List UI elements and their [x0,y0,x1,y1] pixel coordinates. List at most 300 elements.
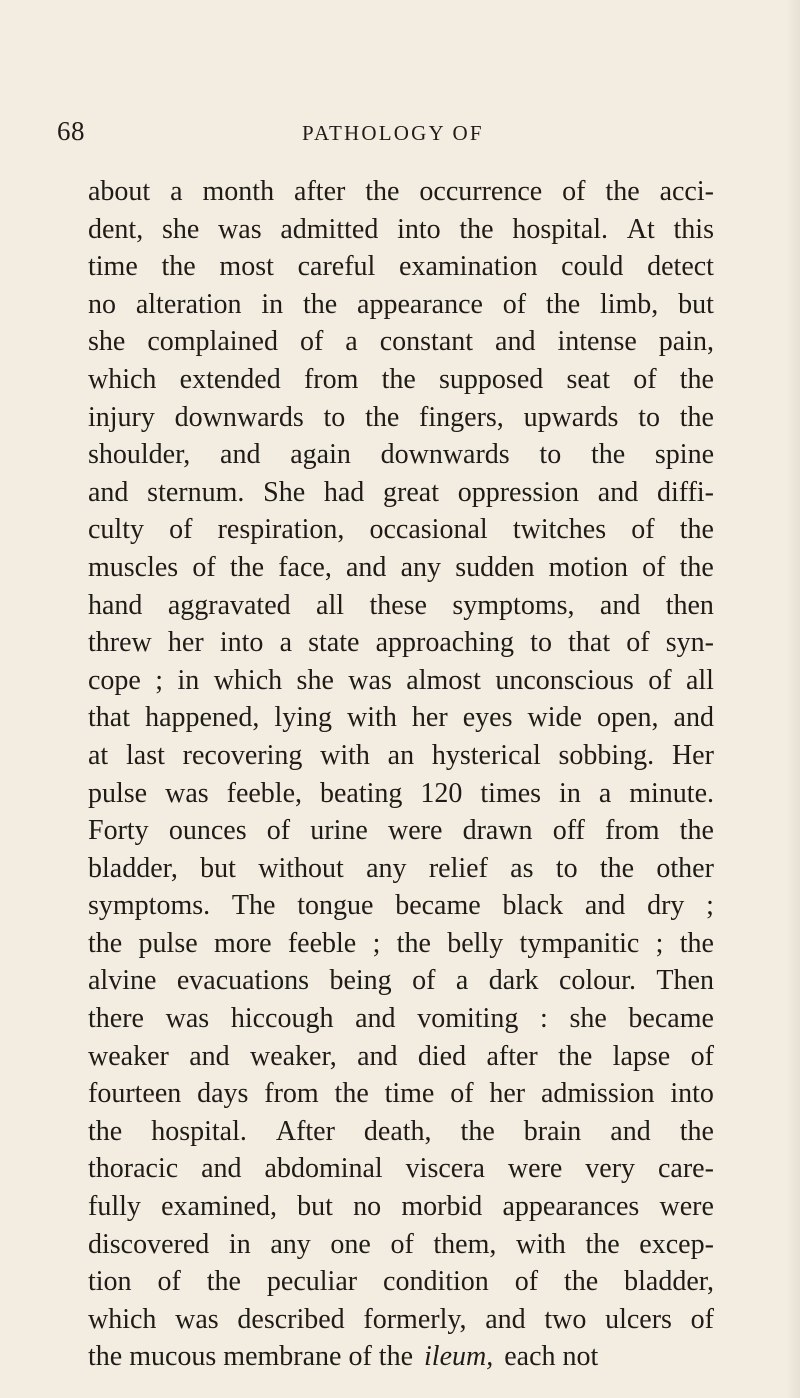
word: without [258,852,344,884]
word: cope [88,664,141,696]
word: recovering [182,739,303,771]
text-line [88,173,714,211]
word: any [366,852,407,884]
word: eyes [462,702,513,734]
text-line [88,1301,714,1339]
word: them, [433,1228,497,1260]
word: 120 [420,777,463,809]
word: a [170,176,183,207]
word: occurrence [419,176,543,207]
word: alvine [88,965,157,997]
word: and [495,326,536,358]
text-line [88,775,714,813]
word: in [559,777,581,809]
word: ; [706,890,714,922]
word: ounces [168,815,247,847]
word: a [455,965,469,997]
word: detect [647,251,714,283]
word: of [412,965,436,997]
word: the [590,439,626,471]
word: of [192,551,216,583]
word: discovered [88,1228,210,1260]
word: excep- [639,1228,714,1260]
word: all [685,664,714,696]
word: peculiar [266,1266,358,1298]
word: : [540,1003,548,1035]
word: admission [540,1078,655,1110]
word: supposed [439,363,544,395]
word: into [397,213,441,245]
word: more [213,927,272,959]
word: but [297,1191,333,1223]
word: tongue [297,890,374,922]
word: her [167,627,204,659]
text-line [88,361,714,399]
word: two [544,1303,587,1335]
word: lapse [612,1040,671,1072]
word: oppression [457,476,580,508]
word: time [384,1078,435,1110]
text-line [88,962,714,1000]
word: almost [406,664,481,696]
word: appearance [357,288,483,320]
word: times [480,777,542,809]
word: She [263,476,306,508]
word: were [507,1153,563,1185]
word: state [308,627,360,659]
word: the [564,1266,599,1298]
word: this [673,213,714,245]
word: of [502,288,527,320]
word: was [218,213,262,245]
word: a [345,326,358,358]
word: spine [654,439,714,471]
word: great [383,476,439,508]
word: and [485,1303,526,1335]
word: unconscious [495,664,634,696]
word: wide [527,702,582,734]
word: examined, [161,1191,277,1223]
word: downwards [380,439,510,471]
word: of [642,551,666,583]
word: and [584,890,626,922]
text-line [88,286,714,324]
word: ; [372,927,381,959]
last-line-after: each not [504,1341,599,1373]
last-line-before: the mucous membrane of the [88,1341,414,1373]
word: died [417,1040,467,1072]
word: no [88,288,116,320]
word: then [665,589,714,621]
word: the [381,363,416,395]
word: After [275,1115,335,1147]
word: to [638,401,660,433]
word: she [569,1003,607,1035]
text-line [88,1113,714,1151]
text-line [88,1038,714,1076]
word: of [626,627,650,659]
word: the [334,1078,369,1110]
word: approaching [375,627,515,659]
text-line [88,1075,714,1113]
word: these [369,589,427,621]
word: and [355,1003,396,1035]
word: the [679,927,714,959]
word: extended [179,363,281,395]
word: and [220,439,261,471]
word: and [88,476,129,508]
word: injury [88,401,155,433]
word: culty [88,514,144,546]
word: was [165,777,209,809]
word: weaker [88,1040,169,1072]
word: the [679,363,714,395]
word: could [561,251,624,283]
text-line [88,1150,714,1188]
word: which [213,664,283,696]
word: and [201,1153,242,1185]
word: of [157,1266,181,1298]
word: month [202,176,275,207]
word: the [460,1115,495,1147]
word: hospital. [151,1115,247,1147]
word: care- [658,1153,714,1185]
word: the [545,288,581,320]
word: an [387,739,415,771]
running-head: PATHOLOGY OF [302,121,484,145]
word: ; [655,927,664,959]
word: time [88,251,138,283]
word: with [320,739,370,771]
word: Her [671,739,714,771]
word: of [266,815,291,847]
word: belly [447,927,504,959]
word: Forty [88,815,149,847]
word: Then [656,965,714,997]
word: pain, [658,326,714,358]
word: hiccough [230,1003,334,1035]
word: sternum. [147,476,245,508]
word: admitted [280,213,379,245]
word: and [597,476,639,508]
word: downwards [174,401,304,433]
word: into [219,627,264,659]
word: abdominal [264,1153,383,1185]
word: viscera [405,1153,485,1185]
word: symptoms. [88,890,211,922]
word: which [88,1303,157,1335]
word: muscles [88,551,179,583]
word: was [175,1303,219,1335]
word: relief [428,852,488,884]
word: alteration [135,288,242,320]
word: most [219,251,274,283]
word: weaker, [249,1040,337,1072]
word: diffi- [656,476,714,508]
word: from [303,363,359,395]
word: in [177,664,200,696]
word: and [189,1040,230,1072]
word: examination [399,251,538,283]
word: any [270,1228,311,1260]
word: in [261,288,284,320]
word: she [161,213,200,245]
word: days [197,1078,249,1110]
word: drawn [462,815,533,847]
word: the [459,213,494,245]
word: there [88,1003,144,1035]
text-line [88,587,714,625]
text-line [88,211,714,249]
word: as [510,852,534,884]
word: about [88,176,151,207]
word: feeble [287,927,357,959]
word: of [299,326,324,358]
word: upwards [523,401,619,433]
text-line [88,699,714,737]
word: which [88,363,157,395]
word: the [161,251,196,283]
text-line [88,850,714,888]
text-line [88,436,714,474]
word: formerly, [363,1303,467,1335]
word: the [679,401,714,433]
word: of [690,1303,714,1335]
word: of [514,1266,539,1298]
word: to [539,439,562,471]
word: became [628,1003,714,1035]
word: the [365,401,400,433]
word: pulse [138,927,198,959]
word: from [605,815,660,847]
word: the [585,1228,620,1260]
word: of [648,664,672,696]
word: described [237,1303,345,1335]
word: colour. [558,965,636,997]
word: she [88,326,126,358]
word: no [353,1191,382,1223]
word: appearances [502,1191,640,1223]
word: tion [88,1266,132,1298]
word: and [599,589,641,621]
text-line-last [88,1338,714,1376]
word: with [347,702,397,734]
word: the [599,852,635,884]
word: other [656,852,714,884]
word: was [165,1003,210,1035]
word: were [659,1191,714,1223]
word: of [562,176,586,207]
word: and [610,1115,651,1147]
word: that [568,627,611,659]
word: limb, [599,288,659,320]
text-line [88,248,714,286]
word: with [516,1228,566,1260]
word: feeble, [226,777,303,809]
word: being [329,965,392,997]
word: syn- [665,627,714,659]
word: At [626,213,655,245]
word: after [486,1040,538,1072]
word: acci- [659,176,714,207]
word: last [125,739,165,771]
word: morbid [401,1191,483,1223]
word: but [678,288,714,320]
word: aggravated [167,589,291,621]
word: the [679,815,714,847]
text-line [88,1000,714,1038]
word: careful [297,251,376,283]
word: brain [523,1115,582,1147]
word: minute. [629,777,714,809]
text-line [88,887,714,925]
text-line [88,1188,714,1226]
word: face, [278,551,332,583]
word: pulse [88,777,148,809]
word: of [690,1040,714,1072]
word: the [303,288,338,320]
text-line [88,399,714,437]
word: into [670,1078,714,1110]
word: her [411,702,448,734]
body-paragraph [88,173,714,1376]
italic-term: ileum, [424,1341,494,1373]
word: off [552,815,585,847]
word: of [169,514,193,546]
text-line [88,812,714,850]
word: tympanitic [519,927,640,959]
word: death, [363,1115,432,1147]
word: fourteen [88,1078,182,1110]
word: motion [548,551,629,583]
word: sudden [455,551,535,583]
word: dark [488,965,539,997]
word: the [396,927,431,959]
text-line [88,925,714,963]
word: after [294,176,346,207]
word: fingers, [419,401,504,433]
word: and [673,702,714,734]
word: very [585,1153,636,1185]
word: a [279,627,292,659]
word: hospital. [512,213,609,245]
word: urine [310,815,368,847]
word: one [330,1228,371,1260]
word: bladder, [624,1266,714,1298]
word: but [200,852,236,884]
word: became [395,890,481,922]
word: to [530,627,552,659]
word: the [679,551,714,583]
page-header [0,116,800,156]
word: seat [566,363,611,395]
word: all [316,589,345,621]
word: bladder, [88,852,178,884]
word: intense [557,326,637,358]
text-line [88,1226,714,1264]
word: the [88,1115,123,1147]
word: thoracic [88,1153,179,1185]
word: ulcers [605,1303,672,1335]
word: The [231,890,276,922]
page-number: 68 [57,116,85,146]
text-line [88,737,714,775]
word: beating [320,777,403,809]
word: and [357,1040,398,1072]
word: her [489,1078,526,1110]
word: the [365,176,400,207]
word: twitches [512,514,607,546]
word: of [390,1228,414,1260]
word: to [555,852,578,884]
word: respiration, [217,514,345,546]
word: from [264,1078,319,1110]
text-line [88,624,714,662]
word: the [605,176,640,207]
word: of [631,514,655,546]
word: any [400,551,442,583]
word: the [88,927,123,959]
word: was [348,664,392,696]
word: open, [597,702,659,734]
word: the [558,1040,593,1072]
word: complained [147,326,278,358]
text-line [88,474,714,512]
page-edge-shadow [786,0,800,1398]
word: the [206,1266,241,1298]
word: sobbing. [558,739,655,771]
word: that [88,702,130,734]
word: at [88,739,109,771]
word: were [388,815,443,847]
word: the [229,551,265,583]
word: symptoms, [452,589,575,621]
word: of [633,363,657,395]
word: in [228,1228,251,1260]
text-line [88,1263,714,1301]
word: of [450,1078,474,1110]
word: dent, [88,213,144,245]
word: ; [155,664,164,696]
word: dry [647,890,685,922]
word: the [679,514,714,546]
word: occasional [369,514,488,546]
word: again [290,439,351,471]
word: and [346,551,387,583]
word: lying [274,702,332,734]
word: the [679,1115,714,1147]
word: to [323,401,346,433]
word: hysterical [431,739,541,771]
word: constant [379,326,474,358]
word: a [598,777,612,809]
word: condition [383,1266,489,1298]
text-line [88,549,714,587]
word: had [323,476,365,508]
word: black [502,890,564,922]
word: evacuations [176,965,310,997]
word: happened, [145,702,260,734]
text-line [88,511,714,549]
text-line [88,323,714,361]
word: she [296,664,334,696]
word: shoulder, [88,439,191,471]
word: threw [88,627,152,659]
text-line [88,662,714,700]
word: vomiting [417,1003,519,1035]
word: fully [88,1191,141,1223]
word: hand [88,589,143,621]
